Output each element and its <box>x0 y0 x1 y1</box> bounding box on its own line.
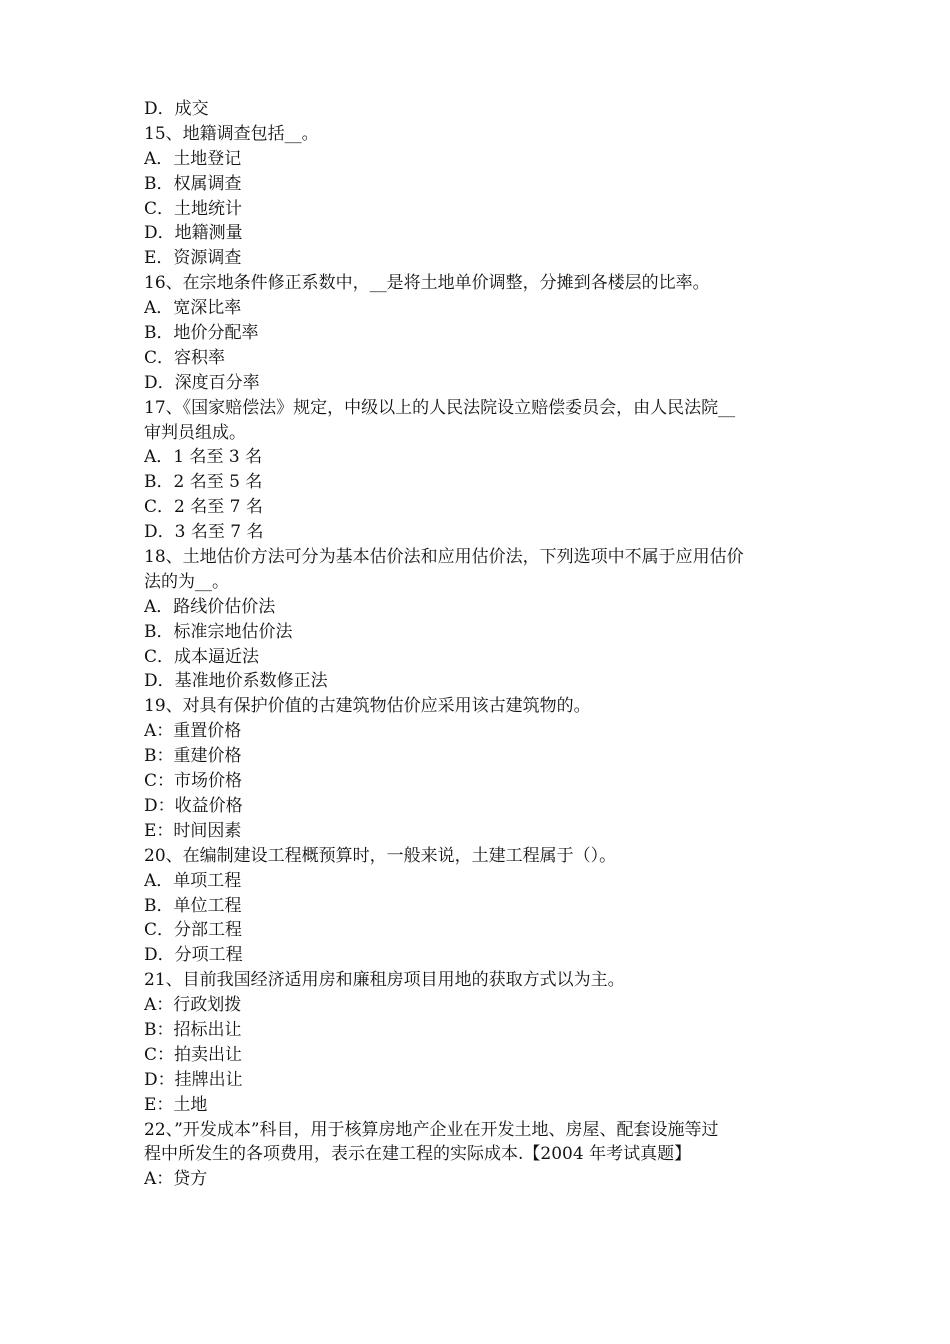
option-line: D．深度百分率 <box>144 372 260 393</box>
option-line: A．宽深比率 <box>144 298 242 319</box>
option-line: A．单项工程 <box>144 870 242 891</box>
option-line: B：重建价格 <box>144 746 242 767</box>
option-line: E：土地 <box>144 1094 208 1115</box>
option-line: D：收益价格 <box>144 795 243 816</box>
option-line: C．2 名至 7 名 <box>144 497 263 518</box>
option-line: A．路线价估价法 <box>144 596 276 617</box>
document-page <box>144 97 812 1192</box>
question-line: 17、《国家赔偿法》规定，中级以上的人民法院设立赔偿委员会，由人民法院__ <box>144 397 736 418</box>
option-line: A．土地登记 <box>144 148 242 169</box>
question-line: 22、”开发成本”科目，用于核算房地产企业在开发土地、房屋、配套设施等过 <box>144 1119 719 1140</box>
option-line: A：贷方 <box>144 1169 208 1190</box>
question-line: 程中所发生的各项费用，表示在建工程的实际成本.【2004 年考试真题】 <box>144 1144 692 1165</box>
question-line: 审判员组成。 <box>144 422 246 443</box>
question-line: 19、对具有保护价值的古建筑物估价应采用该古建筑物的。 <box>144 696 591 717</box>
option-line: C．分部工程 <box>144 920 243 941</box>
option-line: C．成本逼近法 <box>144 646 260 667</box>
option-line: E：时间因素 <box>144 820 242 841</box>
option-line: B．标准宗地估价法 <box>144 621 293 642</box>
question-line: 18、土地估价方法可分为基本估价法和应用估价法，下列选项中不属于应用估价 <box>144 547 744 568</box>
option-line: C：拍卖出让 <box>144 1044 243 1065</box>
option-line: D．3 名至 7 名 <box>144 522 264 543</box>
option-line: B．2 名至 5 名 <box>144 472 263 493</box>
option-line: D：挂牌出让 <box>144 1069 243 1090</box>
option-line: C．容积率 <box>144 347 226 368</box>
option-line: D．成交 <box>144 99 209 119</box>
question-line: 法的为__。 <box>144 571 229 592</box>
option-line: D．分项工程 <box>144 945 243 966</box>
option-line: B：招标出让 <box>144 1019 242 1040</box>
option-line: A．1 名至 3 名 <box>144 447 263 468</box>
option-line: B．地价分配率 <box>144 323 259 344</box>
question-line: 15、地籍调查包括__。 <box>144 123 319 144</box>
option-line: A：行政划拨 <box>144 995 242 1016</box>
option-line: D．地籍测量 <box>144 223 243 244</box>
question-line: 16、在宗地条件修正系数中，__是将土地单价调整，分摊到各楼层的比率。 <box>144 273 710 294</box>
question-line: 21、目前我国经济适用房和廉租房项目用地的获取方式以为主。 <box>144 970 625 991</box>
option-line: C．土地统计 <box>144 198 243 219</box>
option-line: B．权属调查 <box>144 173 242 194</box>
option-line: C：市场价格 <box>144 771 243 792</box>
option-line: B．单位工程 <box>144 895 242 916</box>
option-line: A：重置价格 <box>144 721 242 742</box>
option-line: D．基准地价系数修正法 <box>144 671 328 692</box>
option-line: E．资源调查 <box>144 248 242 269</box>
question-line: 20、在编制建设工程概预算时，一般来说，土建工程属于（）。 <box>144 845 617 866</box>
